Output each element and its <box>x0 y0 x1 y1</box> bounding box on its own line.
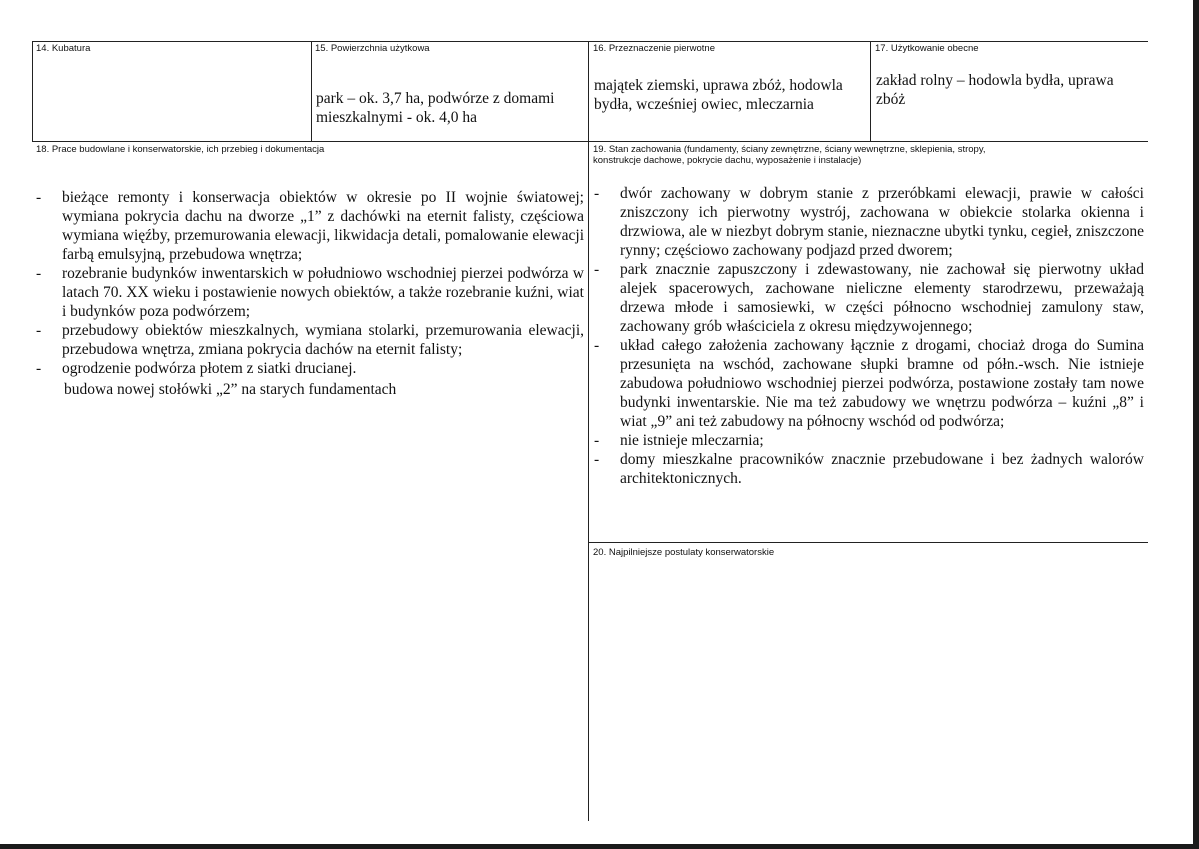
list-item: - nie istnieje mleczarnia; <box>594 431 1144 450</box>
field-15-label: 15. Powierzchnia użytkowa <box>315 43 430 54</box>
field-16-label: 16. Przeznaczenie pierwotne <box>593 43 715 54</box>
col-divider-main <box>588 41 589 821</box>
list-item: - przebudowy obiektów mieszkalnych, wymiana stolarki, przemurowania elewacji, przebudowa wnętrza, zmiana pokrycia dachów na eternit falisty; <box>36 321 584 359</box>
field-16-value: majątek ziemski, uprawa zbóż, hodowla bydła, wcześniej owiec, mleczarnia <box>594 77 843 113</box>
box-19-20-divider <box>588 542 1148 543</box>
table-top-border <box>32 41 1148 42</box>
field-18-list <box>36 188 584 378</box>
scan-edge-bottom <box>0 844 1199 849</box>
list-item: - bieżące remonty i konserwacja obiektów w okresie po II wojnie światowej; wymiana pokrycia dachu na dworze „1” z dachówki na eternit falisty, częściowa wymiana więźby, przemurowania elewacji, likwidacja detali, pomalowanie elewacji farbą emulsyjną, przebudowa wnętrza; <box>36 188 584 264</box>
scan-edge-right <box>1193 0 1199 849</box>
field-20-label: 20. Najpilniejsze postulaty konserwatorskie <box>593 547 775 558</box>
row-divider-1 <box>32 141 1148 142</box>
field-15-value: park – ok. 3,7 ha, podwórze z domami mieszkalnymi - ok. 4,0 ha <box>316 90 555 126</box>
field-17-label: 17. Użytkowanie obecne <box>875 43 979 54</box>
field-18-label: 18. Prace budowlane i konserwatorskie, ich przebieg i dokumentacja <box>36 144 325 155</box>
field-19-content <box>594 184 1144 488</box>
table-left-border <box>32 41 33 142</box>
field-18-content <box>36 188 584 399</box>
field-19-list <box>594 184 1144 488</box>
field-19-label-line1: 19. Stan zachowania (fundamenty, ściany zewnętrzne, ściany wewnętrzne, sklepienia, stropy, <box>593 144 986 155</box>
list-item: - park znacznie zapuszczony i zdewastowany, nie zachował się pierwotny układ alejek spacerowych, zachowane nieliczne elementy starodrzewu, przeważają drzewa młode i samosiewki, w części północno wschodniej zamulony staw, zachowany grób właściciela z okresu międzywojennego; <box>594 260 1144 336</box>
list-item: - domy mieszkalne pracowników znacznie przebudowane i bez żadnych walorów architektonicznych. <box>594 450 1144 488</box>
list-item: - układ całego założenia zachowany łącznie z drogami, chociaż droga do Sumina przesunięta na wschód, zachowane słupki bramne od półn.-wsch. Nie istnieje zabudowa południowo wschodniej pierzei podwórza, postawione zostały tam nowe budynki inwentarskie. Nie ma też zabudowy we wnętrzu podwórza – kuźni „8” i wiat „9” ani też zabudowy na północny wschód od podwórza; <box>594 336 1144 431</box>
col-divider-1 <box>311 41 312 142</box>
col-divider-3 <box>870 41 871 142</box>
list-item: - dwór zachowany w dobrym stanie z przeróbkami elewacji, prawie w całości zniszczony ich pierwotny wystrój, zachowana w obiekcie stolarka okienna i drzwiowa, ale w niezbyt dobrym stanie, nieznaczne ubytki tynku, cegieł, zniszczone rynny; częściowo zachowany podjazd przed dworem; <box>594 184 1144 260</box>
list-item: - rozebranie budynków inwentarskich w południowo wschodniej pierzei podwórza w latach 70. XX wieku i postawienie nowych obiektów, a także rozebranie kuźni, wiat i budynków poza podwórzem; <box>36 264 584 321</box>
field-19-label-line2: konstrukcje dachowe, pokrycie dachu, wyposażenie i instalacje) <box>593 155 862 166</box>
field-18-extra-note: budowa nowej stołówki „2” na starych fundamentach <box>64 381 397 398</box>
field-14-label: 14. Kubatura <box>36 43 91 54</box>
field-17-value: zakład rolny – hodowla bydła, uprawa zbóż <box>876 72 1114 108</box>
list-item: - ogrodzenie podwórza płotem z siatki drucianej. <box>36 359 584 378</box>
